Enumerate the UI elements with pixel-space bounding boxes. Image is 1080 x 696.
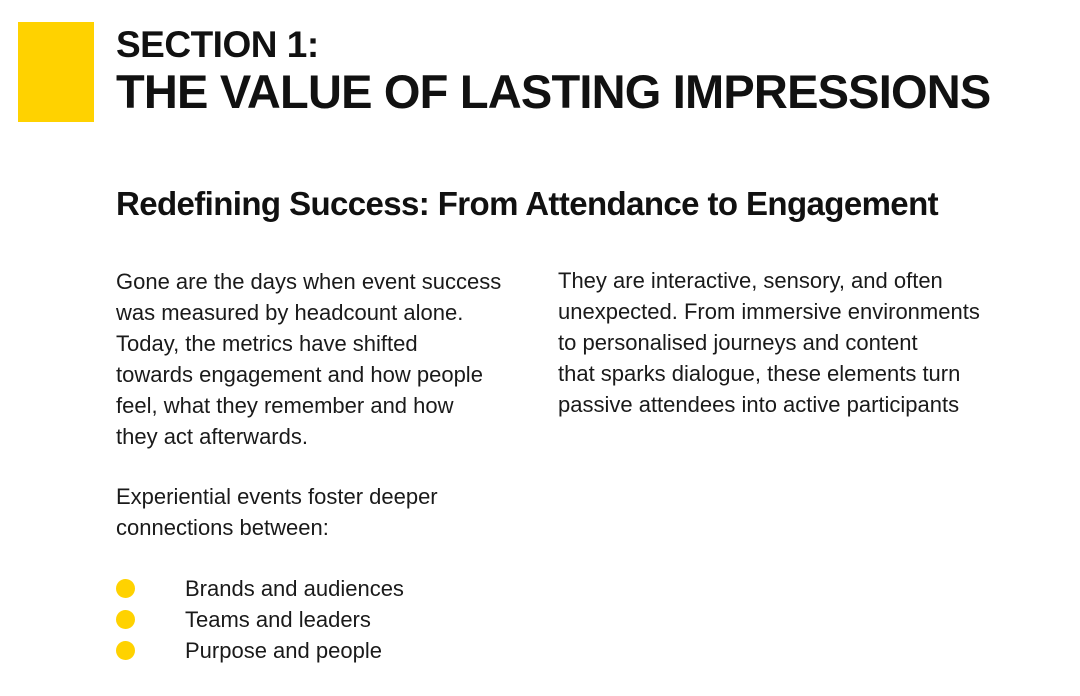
connections-list xyxy=(116,573,404,666)
bullet-dot-icon xyxy=(116,610,135,629)
paragraph-line: passive attendees into active participants xyxy=(558,392,960,417)
list-item xyxy=(116,635,404,666)
subheading: Redefining Success: From Attendance to Engagement xyxy=(116,185,939,222)
paragraph-line: towards engagement and how people xyxy=(116,362,483,387)
section-label: SECTION 1: xyxy=(116,24,319,65)
paragraph-line: Today, the metrics have shifted xyxy=(116,331,418,356)
list-item-label: Purpose and people xyxy=(185,638,382,663)
section-title: THE VALUE OF LASTING IMPRESSIONS xyxy=(116,65,991,118)
paragraph-line: connections between: xyxy=(116,515,329,540)
paragraph-line: was measured by headcount alone. xyxy=(116,300,464,325)
paragraph-line: they act afterwards. xyxy=(116,424,308,449)
list-item-label: Brands and audiences xyxy=(185,576,404,601)
paragraph-line: Gone are the days when event success xyxy=(116,269,502,294)
paragraph-line: They are interactive, sensory, and often xyxy=(558,268,943,293)
intro-paragraph xyxy=(116,266,536,452)
paragraph-line: unexpected. From immersive environments xyxy=(558,299,980,324)
left-column xyxy=(116,266,536,543)
right-column xyxy=(558,265,1028,420)
list-item-label: Teams and leaders xyxy=(185,607,371,632)
bullet-dot-icon xyxy=(116,641,135,660)
paragraph-line: to personalised journeys and content xyxy=(558,330,918,355)
connections-paragraph xyxy=(116,481,536,543)
experience-paragraph xyxy=(558,265,1028,420)
accent-block xyxy=(18,22,94,122)
paragraph-line: feel, what they remember and how xyxy=(116,393,454,418)
list-item xyxy=(116,573,404,604)
paragraph-line: that sparks dialogue, these elements turn xyxy=(558,361,961,386)
paragraph-line: Experiential events foster deeper xyxy=(116,484,438,509)
bullet-dot-icon xyxy=(116,579,135,598)
paragraph-spacer xyxy=(116,452,536,481)
list-item xyxy=(116,604,404,635)
